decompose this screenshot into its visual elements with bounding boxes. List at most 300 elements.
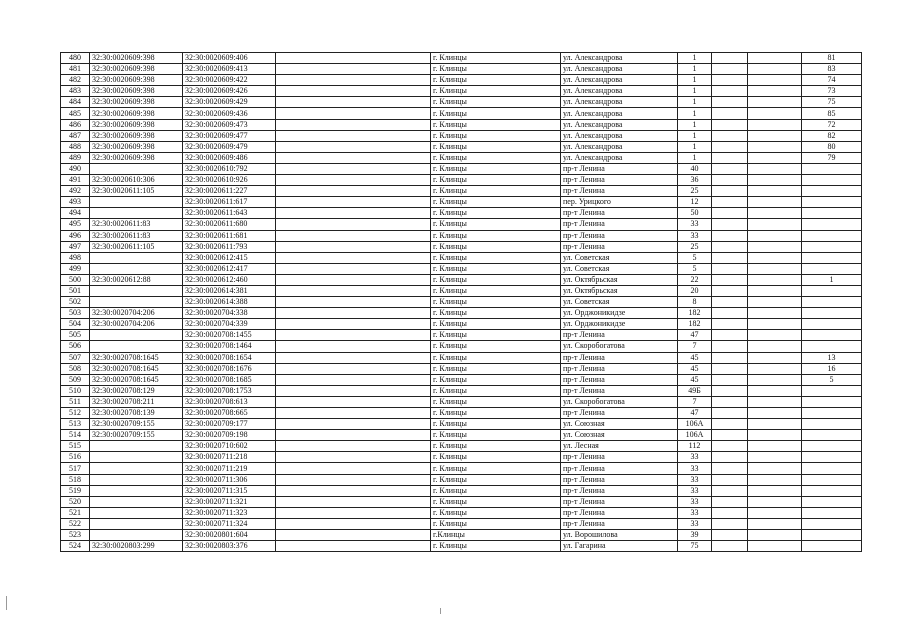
blank-cell — [276, 452, 431, 463]
parent-cadastral-number-cell — [90, 252, 183, 263]
city-cell: г. Клинцы — [431, 152, 561, 163]
street-cell: пр-т Ленина — [561, 208, 678, 219]
building-cell — [712, 518, 748, 529]
apartment-number-cell — [802, 441, 862, 452]
apartment-number-cell — [802, 230, 862, 241]
blank-cell — [276, 64, 431, 75]
city-cell: г. Клинцы — [431, 285, 561, 296]
apartment-number-cell — [802, 308, 862, 319]
city-cell: г. Клинцы — [431, 408, 561, 419]
parent-cadastral-number-cell: 32:30:0020609:398 — [90, 64, 183, 75]
blank-cell — [748, 285, 802, 296]
apartment-number-cell: 80 — [802, 141, 862, 152]
building-cell — [712, 430, 748, 441]
table-row — [61, 419, 862, 430]
row-number-cell: 521 — [61, 507, 90, 518]
cadastral-number-cell: 32:30:0020614:388 — [183, 297, 276, 308]
table-row — [61, 507, 862, 518]
table-row — [61, 485, 862, 496]
blank-cell — [748, 97, 802, 108]
row-number-cell: 519 — [61, 485, 90, 496]
row-number-cell: 524 — [61, 541, 90, 552]
cadastral-number-cell: 32:30:0020609:422 — [183, 75, 276, 86]
blank-cell — [276, 463, 431, 474]
cadastral-number-cell: 32:30:0020609:479 — [183, 141, 276, 152]
house-number-cell: 47 — [678, 330, 712, 341]
house-number-cell: 1 — [678, 152, 712, 163]
parent-cadastral-number-cell — [90, 285, 183, 296]
street-cell: ул. Александрова — [561, 75, 678, 86]
street-cell: пр-т Ленина — [561, 163, 678, 174]
building-cell — [712, 263, 748, 274]
blank-cell — [748, 363, 802, 374]
blank-cell — [748, 396, 802, 407]
parent-cadastral-number-cell — [90, 208, 183, 219]
house-number-cell: 39 — [678, 530, 712, 541]
apartment-number-cell: 82 — [802, 130, 862, 141]
blank-cell — [276, 197, 431, 208]
city-cell: г. Клинцы — [431, 97, 561, 108]
row-number-cell: 482 — [61, 75, 90, 86]
city-cell: г. Клинцы — [431, 175, 561, 186]
cadastral-number-cell: 32:30:0020609:429 — [183, 97, 276, 108]
table-row — [61, 341, 862, 352]
street-cell: ул. Александрова — [561, 53, 678, 64]
blank-cell — [748, 518, 802, 529]
blank-cell — [748, 430, 802, 441]
cadastral-number-cell: 32:30:0020711:321 — [183, 496, 276, 507]
street-cell: ул. Союзная — [561, 430, 678, 441]
city-cell: г. Клинцы — [431, 252, 561, 263]
building-cell — [712, 485, 748, 496]
blank-cell — [276, 330, 431, 341]
blank-cell — [276, 518, 431, 529]
cadastral-number-cell: 32:30:0020708:1654 — [183, 352, 276, 363]
blank-cell — [748, 230, 802, 241]
table-row — [61, 263, 862, 274]
parent-cadastral-number-cell — [90, 452, 183, 463]
row-number-cell: 500 — [61, 274, 90, 285]
row-number-cell: 502 — [61, 297, 90, 308]
building-cell — [712, 186, 748, 197]
table-row — [61, 53, 862, 64]
apartment-number-cell: 5 — [802, 374, 862, 385]
blank-cell — [748, 352, 802, 363]
building-cell — [712, 530, 748, 541]
building-cell — [712, 341, 748, 352]
blank-cell — [748, 474, 802, 485]
street-cell: ул. Александрова — [561, 86, 678, 97]
street-cell: ул. Советская — [561, 297, 678, 308]
apartment-number-cell — [802, 430, 862, 441]
building-cell — [712, 452, 748, 463]
house-number-cell: 33 — [678, 507, 712, 518]
cadastral-number-cell: 32:30:0020610:792 — [183, 163, 276, 174]
building-cell — [712, 141, 748, 152]
building-cell — [712, 64, 748, 75]
city-cell: г. Клинцы — [431, 141, 561, 152]
city-cell: г. Клинцы — [431, 130, 561, 141]
building-cell — [712, 53, 748, 64]
parent-cadastral-number-cell: 32:30:0020609:398 — [90, 119, 183, 130]
building-cell — [712, 441, 748, 452]
cadastral-number-cell: 32:30:0020610:926 — [183, 175, 276, 186]
blank-cell — [276, 75, 431, 86]
parent-cadastral-number-cell: 32:30:0020611:105 — [90, 241, 183, 252]
cadastral-number-cell: 32:30:0020704:338 — [183, 308, 276, 319]
street-cell: ул. Александрова — [561, 130, 678, 141]
table-row — [61, 230, 862, 241]
cadastral-number-cell: 32:30:0020711:219 — [183, 463, 276, 474]
table-row — [61, 119, 862, 130]
blank-cell — [276, 252, 431, 263]
row-number-cell: 488 — [61, 141, 90, 152]
apartment-number-cell — [802, 219, 862, 230]
row-number-cell: 515 — [61, 441, 90, 452]
parent-cadastral-number-cell — [90, 330, 183, 341]
row-number-cell: 510 — [61, 385, 90, 396]
building-cell — [712, 474, 748, 485]
cadastral-number-cell: 32:30:0020612:417 — [183, 263, 276, 274]
row-number-cell: 492 — [61, 186, 90, 197]
parent-cadastral-number-cell: 32:30:0020609:398 — [90, 152, 183, 163]
row-number-cell: 486 — [61, 119, 90, 130]
building-cell — [712, 230, 748, 241]
parent-cadastral-number-cell — [90, 474, 183, 485]
building-cell — [712, 97, 748, 108]
table-row — [61, 308, 862, 319]
street-cell: пр-т Ленина — [561, 230, 678, 241]
cadastral-number-cell: 32:30:0020709:177 — [183, 419, 276, 430]
table-row — [61, 363, 862, 374]
street-cell: ул. Октябрьская — [561, 274, 678, 285]
street-cell: ул. Лесная — [561, 441, 678, 452]
parent-cadastral-number-cell: 32:30:0020611:83 — [90, 219, 183, 230]
table-row — [61, 86, 862, 97]
house-number-cell: 33 — [678, 485, 712, 496]
apartment-number-cell — [802, 419, 862, 430]
row-number-cell: 522 — [61, 518, 90, 529]
apartment-number-cell — [802, 541, 862, 552]
building-cell — [712, 419, 748, 430]
city-cell: г. Клинцы — [431, 396, 561, 407]
blank-cell — [276, 119, 431, 130]
table-row — [61, 430, 862, 441]
street-cell: ул. Советская — [561, 252, 678, 263]
cadastral-number-cell: 32:30:0020609:436 — [183, 108, 276, 119]
table-row — [61, 285, 862, 296]
parent-cadastral-number-cell — [90, 163, 183, 174]
apartment-number-cell — [802, 197, 862, 208]
apartment-number-cell — [802, 507, 862, 518]
blank-cell — [748, 263, 802, 274]
house-number-cell: 45 — [678, 363, 712, 374]
house-number-cell: 12 — [678, 197, 712, 208]
row-number-cell: 505 — [61, 330, 90, 341]
table-row — [61, 518, 862, 529]
scan-margin-mark — [6, 596, 7, 610]
street-cell: ул. Александрова — [561, 97, 678, 108]
house-number-cell: 33 — [678, 230, 712, 241]
table-row — [61, 141, 862, 152]
house-number-cell: 40 — [678, 163, 712, 174]
cadastral-number-cell: 32:30:0020708:1464 — [183, 341, 276, 352]
apartment-number-cell — [802, 186, 862, 197]
building-cell — [712, 507, 748, 518]
parent-cadastral-number-cell: 32:30:0020708:1645 — [90, 352, 183, 363]
cadastral-number-cell: 32:30:0020801:604 — [183, 530, 276, 541]
street-cell: пр-т Ленина — [561, 175, 678, 186]
city-cell: г. Клинцы — [431, 330, 561, 341]
blank-cell — [748, 419, 802, 430]
table-row — [61, 175, 862, 186]
building-cell — [712, 86, 748, 97]
row-number-cell: 513 — [61, 419, 90, 430]
building-cell — [712, 241, 748, 252]
blank-cell — [748, 208, 802, 219]
table-row — [61, 108, 862, 119]
row-number-cell: 490 — [61, 163, 90, 174]
city-cell: г. Клинцы — [431, 496, 561, 507]
street-cell: пр-т Ленина — [561, 241, 678, 252]
cadastral-number-cell: 32:30:0020609:406 — [183, 53, 276, 64]
street-cell: пр-т Ленина — [561, 485, 678, 496]
blank-cell — [748, 75, 802, 86]
city-cell: г. Клинцы — [431, 385, 561, 396]
city-cell: г. Клинцы — [431, 441, 561, 452]
house-number-cell: 106А — [678, 419, 712, 430]
blank-cell — [276, 263, 431, 274]
row-number-cell: 497 — [61, 241, 90, 252]
street-cell: ул. Александрова — [561, 108, 678, 119]
apartment-number-cell — [802, 396, 862, 407]
street-cell: пр-т Ленина — [561, 219, 678, 230]
city-cell: г. Клинцы — [431, 219, 561, 230]
row-number-cell: 518 — [61, 474, 90, 485]
parent-cadastral-number-cell: 32:30:0020609:398 — [90, 53, 183, 64]
table-row — [61, 274, 862, 285]
house-number-cell: 33 — [678, 219, 712, 230]
apartment-number-cell — [802, 330, 862, 341]
row-number-cell: 485 — [61, 108, 90, 119]
blank-cell — [276, 86, 431, 97]
city-cell: г. Клинцы — [431, 463, 561, 474]
parent-cadastral-number-cell: 32:30:0020609:398 — [90, 86, 183, 97]
building-cell — [712, 463, 748, 474]
cadastral-registry-table — [60, 52, 862, 552]
street-cell: пр-т Ленина — [561, 408, 678, 419]
row-number-cell: 480 — [61, 53, 90, 64]
house-number-cell: 1 — [678, 130, 712, 141]
blank-cell — [276, 496, 431, 507]
table-row — [61, 396, 862, 407]
city-cell: г. Клинцы — [431, 419, 561, 430]
apartment-number-cell: 72 — [802, 119, 862, 130]
cadastral-number-cell: 32:30:0020711:315 — [183, 485, 276, 496]
apartment-number-cell — [802, 252, 862, 263]
parent-cadastral-number-cell: 32:30:0020704:206 — [90, 319, 183, 330]
table-row — [61, 385, 862, 396]
row-number-cell: 508 — [61, 363, 90, 374]
apartment-number-cell — [802, 341, 862, 352]
parent-cadastral-number-cell: 32:30:0020609:398 — [90, 108, 183, 119]
blank-cell — [748, 308, 802, 319]
cadastral-number-cell: 32:30:0020711:324 — [183, 518, 276, 529]
blank-cell — [276, 485, 431, 496]
building-cell — [712, 319, 748, 330]
building-cell — [712, 385, 748, 396]
blank-cell — [748, 441, 802, 452]
street-cell: ул. Александрова — [561, 152, 678, 163]
street-cell: ул. Скоробогатова — [561, 396, 678, 407]
building-cell — [712, 274, 748, 285]
city-cell: г. Клинцы — [431, 319, 561, 330]
cadastral-number-cell: 32:30:0020710:602 — [183, 441, 276, 452]
apartment-number-cell — [802, 485, 862, 496]
street-cell: ул. Орджоникидзе — [561, 308, 678, 319]
row-number-cell: 484 — [61, 97, 90, 108]
row-number-cell: 503 — [61, 308, 90, 319]
city-cell: г. Клинцы — [431, 541, 561, 552]
apartment-number-cell — [802, 319, 862, 330]
parent-cadastral-number-cell — [90, 463, 183, 474]
blank-cell — [276, 396, 431, 407]
row-number-cell: 517 — [61, 463, 90, 474]
blank-cell — [276, 408, 431, 419]
blank-cell — [748, 186, 802, 197]
building-cell — [712, 496, 748, 507]
street-cell: пр-т Ленина — [561, 463, 678, 474]
parent-cadastral-number-cell: 32:30:0020609:398 — [90, 97, 183, 108]
cadastral-number-cell: 32:30:0020708:1685 — [183, 374, 276, 385]
blank-cell — [748, 463, 802, 474]
apartment-number-cell: 1 — [802, 274, 862, 285]
city-cell: г. Клинцы — [431, 241, 561, 252]
blank-cell — [748, 385, 802, 396]
row-number-cell: 496 — [61, 230, 90, 241]
house-number-cell: 1 — [678, 108, 712, 119]
apartment-number-cell: 16 — [802, 363, 862, 374]
city-cell: г. Клинцы — [431, 230, 561, 241]
blank-cell — [276, 374, 431, 385]
blank-cell — [748, 197, 802, 208]
apartment-number-cell: 83 — [802, 64, 862, 75]
building-cell — [712, 297, 748, 308]
apartment-number-cell — [802, 175, 862, 186]
house-number-cell: 5 — [678, 263, 712, 274]
row-number-cell: 499 — [61, 263, 90, 274]
row-number-cell: 504 — [61, 319, 90, 330]
parent-cadastral-number-cell: 32:30:0020609:398 — [90, 130, 183, 141]
cadastral-number-cell: 32:30:0020708:665 — [183, 408, 276, 419]
cadastral-number-cell: 32:30:0020611:680 — [183, 219, 276, 230]
table-row — [61, 530, 862, 541]
parent-cadastral-number-cell: 32:30:0020609:398 — [90, 141, 183, 152]
building-cell — [712, 130, 748, 141]
parent-cadastral-number-cell: 32:30:0020708:1645 — [90, 374, 183, 385]
table-row — [61, 97, 862, 108]
blank-cell — [276, 130, 431, 141]
parent-cadastral-number-cell: 32:30:0020611:83 — [90, 230, 183, 241]
cadastral-number-cell: 32:30:0020609:477 — [183, 130, 276, 141]
street-cell: пр-т Ленина — [561, 374, 678, 385]
cadastral-number-cell: 32:30:0020611:793 — [183, 241, 276, 252]
building-cell — [712, 374, 748, 385]
street-cell: пр-т Ленина — [561, 352, 678, 363]
building-cell — [712, 75, 748, 86]
blank-cell — [748, 130, 802, 141]
parent-cadastral-number-cell: 32:30:0020611:105 — [90, 186, 183, 197]
apartment-number-cell: 13 — [802, 352, 862, 363]
street-cell: ул. Гагарина — [561, 541, 678, 552]
house-number-cell: 1 — [678, 53, 712, 64]
row-number-cell: 489 — [61, 152, 90, 163]
house-number-cell: 50 — [678, 208, 712, 219]
apartment-number-cell — [802, 297, 862, 308]
blank-cell — [748, 219, 802, 230]
blank-cell — [276, 53, 431, 64]
row-number-cell: 514 — [61, 430, 90, 441]
apartment-number-cell — [802, 530, 862, 541]
blank-cell — [748, 297, 802, 308]
blank-cell — [276, 419, 431, 430]
apartment-number-cell: 73 — [802, 86, 862, 97]
blank-cell — [276, 308, 431, 319]
table-row — [61, 75, 862, 86]
house-number-cell: 33 — [678, 474, 712, 485]
city-cell: г. Клинцы — [431, 297, 561, 308]
table-row — [61, 452, 862, 463]
house-number-cell: 1 — [678, 75, 712, 86]
parent-cadastral-number-cell: 32:30:0020709:155 — [90, 430, 183, 441]
building-cell — [712, 152, 748, 163]
table-row — [61, 474, 862, 485]
row-number-cell: 483 — [61, 86, 90, 97]
parent-cadastral-number-cell — [90, 263, 183, 274]
table-row — [61, 64, 862, 75]
apartment-number-cell — [802, 496, 862, 507]
cadastral-number-cell: 32:30:0020609:473 — [183, 119, 276, 130]
cadastral-number-cell: 32:30:0020609:413 — [183, 64, 276, 75]
blank-cell — [276, 274, 431, 285]
house-number-cell: 25 — [678, 186, 712, 197]
blank-cell — [276, 430, 431, 441]
scan-margin-mark — [440, 608, 441, 614]
row-number-cell: 481 — [61, 64, 90, 75]
table-row — [61, 197, 862, 208]
blank-cell — [276, 319, 431, 330]
cadastral-number-cell: 32:30:0020612:415 — [183, 252, 276, 263]
blank-cell — [748, 485, 802, 496]
cadastral-number-cell: 32:30:0020609:486 — [183, 152, 276, 163]
house-number-cell: 47 — [678, 408, 712, 419]
apartment-number-cell — [802, 385, 862, 396]
apartment-number-cell: 85 — [802, 108, 862, 119]
apartment-number-cell — [802, 208, 862, 219]
table-row — [61, 352, 862, 363]
city-cell: г. Клинцы — [431, 75, 561, 86]
row-number-cell: 506 — [61, 341, 90, 352]
building-cell — [712, 252, 748, 263]
street-cell: ул. Октябрьская — [561, 285, 678, 296]
parent-cadastral-number-cell — [90, 485, 183, 496]
blank-cell — [748, 408, 802, 419]
house-number-cell: 1 — [678, 64, 712, 75]
city-cell: г. Клинцы — [431, 119, 561, 130]
house-number-cell: 45 — [678, 374, 712, 385]
parent-cadastral-number-cell: 32:30:0020709:155 — [90, 419, 183, 430]
apartment-number-cell — [802, 474, 862, 485]
